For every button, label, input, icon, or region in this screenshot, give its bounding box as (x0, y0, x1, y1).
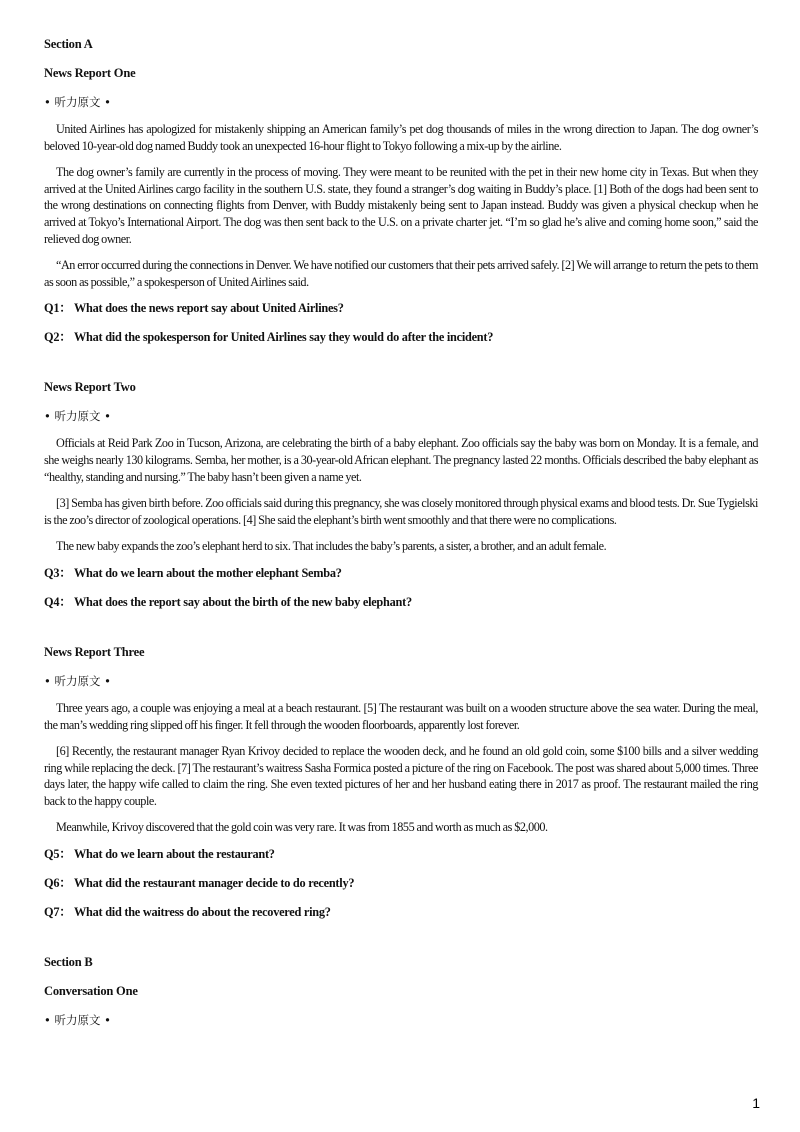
section-b (44, 954, 758, 1028)
question-text: What did the waitress do about the recovered ring? (74, 905, 331, 920)
question-q6 (44, 875, 758, 891)
section-b-heading: Section B (44, 955, 93, 970)
paragraph: “An error occurred during the connections in Denver. We have notified our customers that their pets arrived safely. [2] We will arrange to return the pets to them as soon as possible,” a spokesperson of United Airlines said. (44, 258, 758, 289)
question-number: Q7： (44, 905, 72, 920)
question-q5 (44, 846, 758, 862)
conversation-title: Conversation One (44, 984, 138, 999)
question-number: Q5： (44, 847, 72, 862)
question-text: What does the news report say about United Airlines? (74, 301, 344, 316)
transcript-label: • 听力原文 • (44, 95, 111, 109)
question-number: Q2： (44, 330, 72, 345)
question-text: What do we learn about the restaurant? (74, 847, 275, 862)
paragraph: The dog owner’s family are currently in the process of moving. They were meant to be reunited with the pet in their new home city in Texas. But when they arrived at the United Airlines cargo facility in the southern U.S. state, they found a stranger’s dog waiting in Buddy’s place. [1] Both of the dogs had been sent to the wrong destinations on connecting flights from Denver, with Buddy mistakenly being sent to Japan instead. Buddy was given a physical checkup when he arrived at Tokyo’s International Airport. The dog was then sent back to the U.S. on a private charter jet. “I’m so glad he’s alive and coming home soon,” said the relieved dog owner. (44, 165, 758, 246)
question-number: Q4： (44, 594, 72, 609)
question-q3 (44, 565, 758, 581)
question-q1 (44, 300, 758, 316)
question-text: What do we learn about the mother elephant Semba? (74, 565, 342, 580)
transcript-label: • 听力原文 • (44, 1013, 111, 1028)
paragraph: [3] Semba has given birth before. Zoo officials said during this pregnancy, she was closely monitored through physical exams and blood tests. Dr. Sue Tygielski is the zoo’s director of zoological operations. [4] She said the elephant’s birth went smoothly and that there were no complications. (44, 496, 758, 527)
document-page (44, 36, 758, 1039)
report-title: News Report One (44, 66, 136, 80)
question-text: What did the restaurant manager decide to do recently? (74, 876, 355, 891)
paragraph: Meanwhile, Krivoy discovered that the gold coin was very rare. It was from 1855 and worth as much as $2,000. (56, 820, 548, 835)
report-title: News Report Two (44, 380, 136, 395)
question-text: What does the report say about the birth of the new baby elephant? (74, 594, 412, 609)
question-q7 (44, 904, 758, 920)
transcript-label: • 听力原文 • (44, 673, 111, 688)
paragraph: [6] Recently, the restaurant manager Ryan Krivoy decided to replace the wooden deck, and he found an old gold coin, some $100 bills and a silver wedding ring while replacing the deck. [7] The restaurant’s waitress Sasha Formica posted a picture of the ring on Facebook. The post was shared about 5,000 times. Three days later, the happy wife called to claim the ring. She even texted pictures of her and her husband eating there in 2017 as proof. The restaurant mailed the ring back to the happy couple. (44, 744, 758, 808)
question-q2 (44, 329, 758, 345)
question-text: What did the spokesperson for United Airlines say they would do after the incident? (74, 330, 494, 345)
paragraph: United Airlines has apologized for mistakenly shipping an American family’s pet dog thousands of miles in the wrong direction to Japan. The dog owner’s beloved 10-year-old dog named Buddy took an unexpected 16-hour flight to Tokyo following a mix-up by the airline. (44, 122, 758, 153)
paragraph: The new baby expands the zoo’s elephant herd to six. That includes the baby’s parents, a sister, a brother, and an adult female. (56, 539, 607, 554)
question-q4 (44, 594, 758, 610)
news-report-one (44, 65, 758, 345)
paragraph: Three years ago, a couple was enjoying a meal at a beach restaurant. [5] The restaurant was built on a wooden structure above the sea water. During the meal, the man’s wedding ring slipped off his finger. It fell through the wooden floorboards, apparently lost forever. (44, 700, 758, 732)
paragraph: Officials at Reid Park Zoo in Tucson, Arizona, are celebrating the birth of a baby elephant. Zoo officials say the baby was born on Monday. It is a female, and she weighs nearly 130 kilograms. Semba, her mother, is a 30-year-old African elephant. The pregnancy lasted 22 months. Officials described the baby elephant as “healthy, standing and nursing.” The baby hasn’t been given a name yet. (44, 436, 758, 484)
page-number: 1 (752, 1095, 760, 1111)
news-report-two (44, 379, 758, 610)
question-number: Q6： (44, 876, 72, 891)
question-number: Q1： (44, 301, 72, 316)
news-report-three (44, 644, 758, 920)
transcript-label: • 听力原文 • (44, 409, 111, 424)
question-number: Q3： (44, 565, 72, 580)
report-title: News Report Three (44, 644, 145, 659)
section-a-heading: Section A (44, 37, 93, 51)
